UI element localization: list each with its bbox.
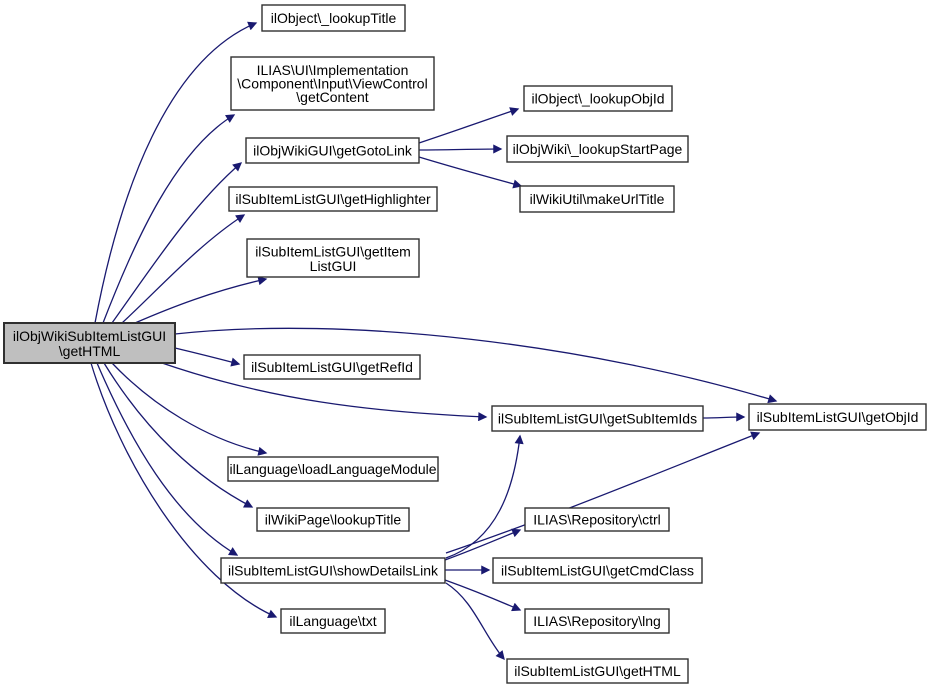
edge-gethtml-to-show-details-link <box>97 363 237 555</box>
node-get-cmd-class[interactable] <box>493 558 702 583</box>
edge-gethtml-to-get-item-list-gui <box>135 279 266 323</box>
node-label-line: ILIAS\Repository\ctrl <box>533 511 661 528</box>
node-label-line: ilObjWiki\_lookupStartPage <box>512 141 683 157</box>
edge-get-goto-link-to-make-url-title <box>419 157 521 186</box>
node-ilwikipage-lookup-title[interactable] <box>257 508 409 531</box>
node-load-language-module[interactable] <box>228 457 438 481</box>
edge-gethtml-to-get-content <box>103 115 234 323</box>
node-ilobject-lookup-title[interactable] <box>262 5 405 31</box>
node-make-url-title[interactable] <box>520 186 674 212</box>
node-label-line: ilObject\_lookupObjId <box>531 90 665 107</box>
node-get-obj-id[interactable] <box>749 404 926 430</box>
node-subitemlistgui-get-html[interactable] <box>507 659 688 683</box>
edge-get-sub-item-ids-to-get-obj-id <box>703 417 744 418</box>
node-label-line: ilWikiPage\lookupTitle <box>264 511 402 528</box>
node-lookup-start-page[interactable] <box>507 136 688 162</box>
node-viewcontrol-get-content[interactable] <box>231 57 434 110</box>
edge-gethtml-to-get-highlighter <box>122 215 244 323</box>
node-label-line: ilSubItemListGUI\getHighlighter <box>235 191 431 207</box>
node-label-line: ilObjWikiSubItemListGUI <box>12 328 167 344</box>
node-lookup-obj-id[interactable] <box>524 86 672 111</box>
node-label-line: ilObjWikiGUI\getGotoLink <box>253 142 412 159</box>
node-repository-ctrl[interactable] <box>525 508 669 531</box>
node-label-line: ILIAS\Repository\lng <box>533 613 661 629</box>
node-get-item-list-gui[interactable] <box>247 239 419 277</box>
edge-gethtml-to-wiki-lookup-title <box>104 363 252 507</box>
edge-show-details-link-to-lng <box>445 580 520 610</box>
node-label-line: ilSubItemListGUI\getRefId <box>251 359 413 375</box>
node-repository-lng[interactable] <box>525 609 669 633</box>
node-get-ref-id[interactable] <box>244 355 420 379</box>
node-label-line: ListGUI <box>309 258 357 274</box>
node-label-line: ilLanguage\loadLanguageModule <box>229 461 437 477</box>
edge-gethtml-to-get-ref-id <box>175 348 239 364</box>
node-get-sub-item-ids[interactable] <box>492 406 703 431</box>
edge-show-details-link-to-get-obj-id <box>446 433 759 553</box>
node-label-line: ILIAS\UI\Implementation <box>256 62 409 78</box>
node-label-line: ilLanguage\txt <box>289 613 377 629</box>
node-label-line: ilWikiUtil\makeUrlTitle <box>529 191 665 207</box>
node-show-details-link[interactable] <box>221 558 445 583</box>
node-label-line: ilSubItemListGUI\getSubItemIds <box>497 410 698 427</box>
node-label-line: ilSubItemListGUI\getItem <box>255 243 411 260</box>
node-label-line: ilSubItemListGUI\showDetailsLink <box>227 562 439 579</box>
edge-get-goto-link-to-lookup-start-page <box>419 149 501 150</box>
node-label-line: ilSubItemListGUI\getCmdClass <box>501 562 694 579</box>
node-ilobjwikisubitemlistgui-gethtml[interactable] <box>4 323 175 363</box>
edge-show-details-link-to-sub-get-html <box>446 583 504 659</box>
node-label-line: \getHTML <box>58 343 121 359</box>
node-illanguage-txt[interactable] <box>281 609 385 633</box>
node-layer <box>4 5 926 683</box>
node-label-line: \Component\Input\ViewControl <box>237 75 428 92</box>
edge-get-goto-link-to-lookup-obj-id <box>419 109 518 143</box>
node-label-line: \getContent <box>296 89 369 105</box>
node-get-highlighter[interactable] <box>229 187 437 211</box>
node-label-line: ilSubItemListGUI\getObjId <box>756 409 919 425</box>
node-ilobjwikigui-get-goto-link[interactable] <box>246 138 419 163</box>
node-label-line: ilSubItemListGUI\getHTML <box>514 663 681 679</box>
node-label-line: ilObject\_lookupTitle <box>270 10 397 26</box>
